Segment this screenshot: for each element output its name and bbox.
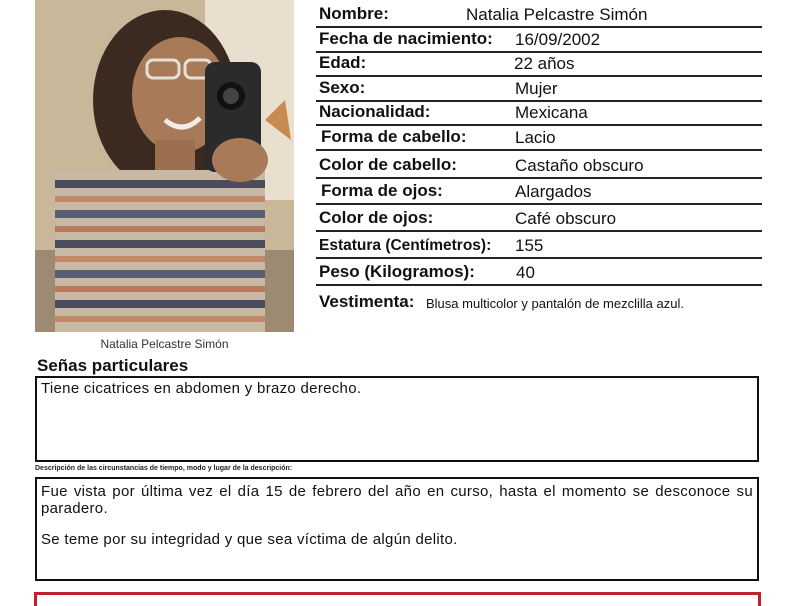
- field-estatura: [316, 232, 762, 259]
- field-value: 16/09/2002: [515, 29, 601, 49]
- field-label: Color de ojos:: [319, 207, 434, 227]
- field-value: Mujer: [515, 78, 558, 98]
- field-fecha-nacimiento: [316, 28, 762, 53]
- field-label: Fecha de nacimiento:: [319, 28, 493, 48]
- field-label: Color de cabello:: [319, 154, 457, 174]
- field-value: 22 años: [514, 54, 575, 74]
- field-label: Nacionalidad:: [319, 102, 431, 122]
- field-label: Nombre:: [319, 4, 389, 23]
- senas-particulares-box: [35, 376, 759, 462]
- red-border-box: [34, 592, 761, 606]
- field-label: Forma de ojos:: [321, 180, 443, 200]
- field-peso: [316, 259, 762, 286]
- field-vestimenta: [316, 286, 762, 314]
- field-nombre: [316, 0, 762, 28]
- field-value: Lacio: [515, 127, 556, 147]
- field-label: Forma de cabello:: [321, 126, 467, 146]
- field-value: Natalia Pelcastre Simón: [466, 5, 648, 24]
- circunstancias-box: [35, 477, 759, 581]
- field-value: 40: [516, 262, 535, 282]
- field-forma-ojos: [316, 179, 762, 205]
- field-edad: [316, 53, 762, 78]
- field-label: Estatura (Centímetros):: [319, 236, 492, 254]
- field-value: Castaño obscuro: [515, 155, 644, 175]
- field-value: Blusa multicolor y pantalón de mezclilla azul.: [426, 295, 684, 311]
- field-sexo: [316, 77, 762, 102]
- field-label: Vestimenta:: [319, 291, 415, 311]
- senas-particulares-title: Señas particulares: [37, 356, 189, 375]
- field-color-ojos: [316, 205, 762, 232]
- field-color-cabello: [316, 151, 762, 179]
- field-forma-cabello: [316, 126, 762, 151]
- photo-caption: Natalia Pelcastre Simón: [100, 337, 229, 351]
- field-value: Mexicana: [515, 103, 588, 123]
- personal-data-fields: [316, 0, 762, 314]
- field-value: Alargados: [515, 181, 592, 201]
- field-value: 155: [515, 235, 544, 255]
- field-label: Peso (Kilogramos):: [319, 261, 475, 281]
- field-label: Edad:: [319, 53, 367, 73]
- field-label: Sexo:: [319, 77, 366, 97]
- field-nacionalidad: [316, 102, 762, 127]
- missing-person-photo: [35, 0, 294, 332]
- circunstancias-paragraph: Se teme por su integridad y que sea víctima de algún delito.: [41, 531, 458, 548]
- circunstancias-label: Descripción de las circunstancias de tiempo, modo y lugar de la descripción:: [35, 465, 293, 472]
- senas-particulares-text: Tiene cicatrices en abdomen y brazo derecho.: [41, 380, 362, 397]
- circunstancias-paragraph: Fue vista por última vez el día 15 de febrero del año en curso, hasta el momento se desconoce su paradero.: [41, 483, 753, 517]
- field-value: Café obscuro: [515, 208, 617, 228]
